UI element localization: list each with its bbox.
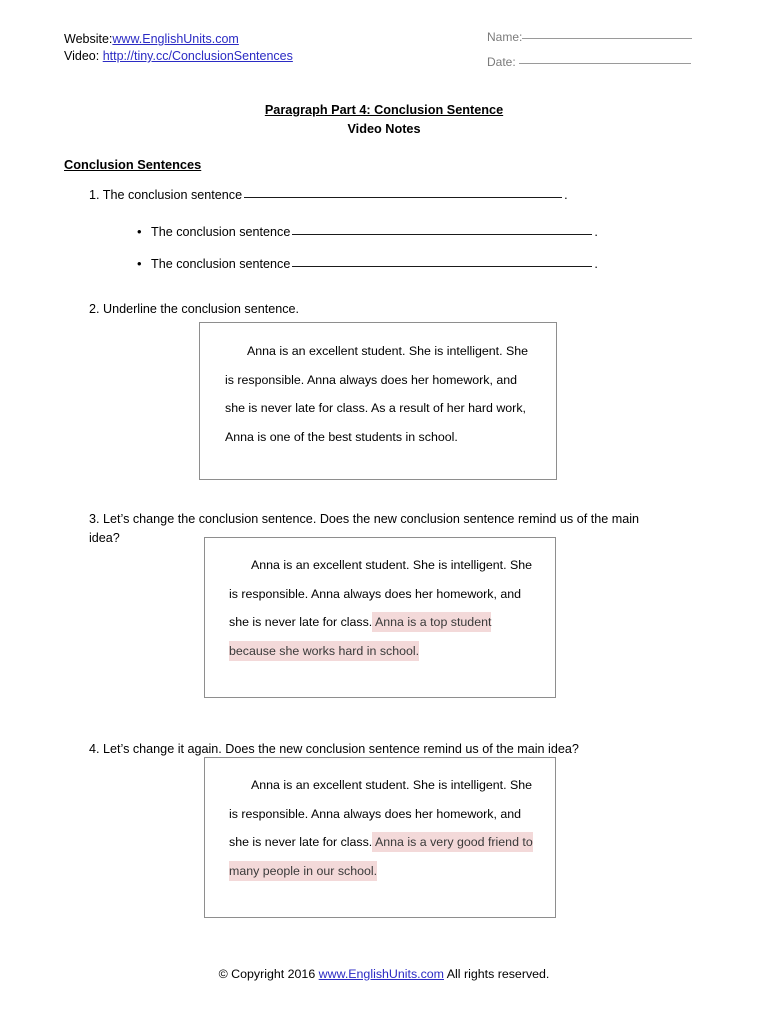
date-input-line[interactable] [519,63,691,64]
page-title [0,101,768,139]
name-input-line[interactable] [522,38,692,39]
footer-copyright [0,967,768,981]
bullet-1-period: . [594,225,598,239]
date-label: Date: [487,55,516,69]
header-links [64,31,293,65]
paragraph-box-3-text [229,771,539,885]
name-date-fields [487,25,692,75]
question-4: 4. Let’s change it again. Does the new conclusion sentence remind us of the main idea? [89,742,579,756]
bullet-1-blank[interactable] [292,234,592,235]
video-row [64,48,293,65]
list-item [137,216,598,248]
question-2: 2. Underline the conclusion sentence. [89,302,300,316]
date-field-row [487,50,692,75]
question-1-blank[interactable] [244,197,562,198]
website-link[interactable]: www.EnglishUnits.com [112,32,239,46]
paragraph-box-2-text [229,551,539,665]
website-row [64,31,293,48]
paragraph-box-3-base: Anna is an excellent student. She is intelligent. She is responsible. Anna always does her homework, and she is never late for class. [229,778,533,849]
question-1-bullet-list [137,216,598,280]
paragraph-box-3-highlight: Anna is a very good friend to many people in our school. [229,832,533,881]
paragraph-box-3[interactable] [204,757,556,918]
paragraph-box-1[interactable] [199,322,557,480]
title-line-2: Video Notes [347,122,421,136]
name-label: Name: [487,30,523,44]
website-label: Website: [64,32,113,46]
paragraph-box-2[interactable] [204,537,556,698]
video-label: Video: [64,49,100,63]
footer-prefix: © Copyright 2016 [218,967,316,981]
bullet-2-text: The conclusion sentence [151,257,291,271]
paragraph-box-2-highlight: Anna is a top student because she works hard in school. [229,612,491,661]
bullet-1-text: The conclusion sentence [151,225,291,239]
footer-link[interactable]: www.EnglishUnits.com [318,967,444,981]
bullet-2-blank[interactable] [292,266,592,267]
list-item [137,248,598,280]
question-3: 3. Let’s change the conclusion sentence. Does the new conclusion sentence remind us of the main idea? [89,512,640,545]
question-1-text: 1. The conclusion sentence [89,188,243,202]
paragraph-box-2-base: Anna is an excellent student. She is intelligent. She is responsible. Anna always does her homework, and she is never late for class. [229,558,533,629]
title-line-1: Paragraph Part 4: Conclusion Sentence [264,103,504,117]
name-field-row [487,25,692,50]
section-heading: Conclusion Sentences [64,157,202,172]
video-link[interactable]: http://tiny.cc/ConclusionSentences [102,49,293,63]
paragraph-box-1-text: Anna is an excellent student. She is intelligent. She is responsible. Anna always does her homework, and she is never late for class. As a result of her hard work, Anna is one of the best students in school. [225,344,529,444]
question-1 [89,186,568,205]
footer-suffix: All rights reserved. [446,967,550,981]
question-1-period: . [564,188,568,202]
bullet-2-period: . [594,257,598,271]
